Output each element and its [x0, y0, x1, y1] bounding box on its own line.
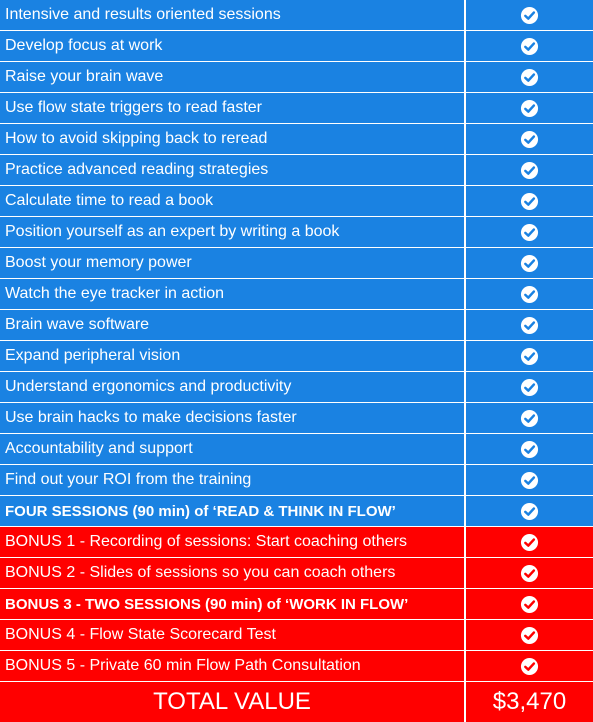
check-cell: [466, 186, 593, 216]
check-cell: [466, 0, 593, 30]
check-cell: [466, 372, 593, 402]
check-cell: [466, 93, 593, 123]
row-label: BONUS 2 - Slides of sessions so you can coach others: [0, 558, 466, 588]
table-row: [0, 620, 593, 651]
table-row: [0, 372, 593, 403]
check-cell: [466, 527, 593, 557]
check-circle-icon: [520, 595, 539, 614]
table-row: [0, 589, 593, 620]
table-row: [0, 93, 593, 124]
row-label: Accountability and support: [0, 434, 466, 464]
check-circle-icon: [520, 626, 539, 645]
table-row: [0, 124, 593, 155]
check-cell: [466, 558, 593, 588]
table-row: [0, 31, 593, 62]
check-cell: [466, 620, 593, 650]
check-cell: [466, 248, 593, 278]
check-cell: [466, 403, 593, 433]
table-row: [0, 155, 593, 186]
row-label: Use flow state triggers to read faster: [0, 93, 466, 123]
row-label: FOUR SESSIONS (90 min) of ‘READ & THINK IN FLOW’: [0, 496, 466, 526]
row-label: Watch the eye tracker in action: [0, 279, 466, 309]
table-row: [0, 310, 593, 341]
check-circle-icon: [520, 347, 539, 366]
table-row: [0, 651, 593, 682]
table-row: [0, 217, 593, 248]
check-circle-icon: [520, 223, 539, 242]
row-label: BONUS 3 - TWO SESSIONS (90 min) of ‘WORK IN FLOW’: [0, 589, 466, 619]
check-circle-icon: [520, 37, 539, 56]
check-circle-icon: [520, 130, 539, 149]
check-cell: [466, 31, 593, 61]
check-circle-icon: [520, 409, 539, 428]
table-row: [0, 279, 593, 310]
table-row: [0, 0, 593, 31]
table-row: [0, 62, 593, 93]
row-label: Boost your memory power: [0, 248, 466, 278]
row-label: Intensive and results oriented sessions: [0, 0, 466, 30]
row-label: Use brain hacks to make decisions faster: [0, 403, 466, 433]
check-cell: [466, 155, 593, 185]
check-circle-icon: [520, 533, 539, 552]
check-cell: [466, 434, 593, 464]
check-cell: [466, 496, 593, 526]
check-circle-icon: [520, 316, 539, 335]
table-row: [0, 248, 593, 279]
row-label: Position yourself as an expert by writing a book: [0, 217, 466, 247]
row-label: Expand peripheral vision: [0, 341, 466, 371]
row-label: Understand ergonomics and productivity: [0, 372, 466, 402]
check-circle-icon: [520, 657, 539, 676]
check-circle-icon: [520, 502, 539, 521]
row-label: BONUS 4 - Flow State Scorecard Test: [0, 620, 466, 650]
row-label: Raise your brain wave: [0, 62, 466, 92]
row-label: Brain wave software: [0, 310, 466, 340]
check-circle-icon: [520, 285, 539, 304]
row-label: Practice advanced reading strategies: [0, 155, 466, 185]
check-circle-icon: [520, 254, 539, 273]
table-row: [0, 465, 593, 496]
check-circle-icon: [520, 471, 539, 490]
total-value: $3,470: [492, 688, 567, 715]
row-label: BONUS 5 - Private 60 min Flow Path Consultation: [0, 651, 466, 681]
row-label: How to avoid skipping back to reread: [0, 124, 466, 154]
check-circle-icon: [520, 192, 539, 211]
table-row: [0, 403, 593, 434]
check-circle-icon: [520, 6, 539, 25]
row-label: BONUS 1 - Recording of sessions: Start coaching others: [0, 527, 466, 557]
check-circle-icon: [520, 99, 539, 118]
table-row: [0, 496, 593, 527]
row-label: Find out your ROI from the training: [0, 465, 466, 495]
check-circle-icon: [520, 564, 539, 583]
check-cell: [466, 589, 593, 619]
table-row: [0, 527, 593, 558]
check-cell: [466, 465, 593, 495]
check-cell: [466, 62, 593, 92]
check-cell: [466, 124, 593, 154]
row-label: Develop focus at work: [0, 31, 466, 61]
table-row: [0, 558, 593, 589]
table-row: [0, 341, 593, 372]
check-cell: [466, 279, 593, 309]
check-cell: [466, 651, 593, 681]
total-row: [0, 682, 593, 722]
check-circle-icon: [520, 378, 539, 397]
check-cell: [466, 341, 593, 371]
check-circle-icon: [520, 68, 539, 87]
table-row: [0, 434, 593, 465]
check-circle-icon: [520, 440, 539, 459]
total-label: TOTAL VALUE: [0, 682, 466, 722]
check-circle-icon: [520, 161, 539, 180]
check-cell: [466, 310, 593, 340]
row-label: Calculate time to read a book: [0, 186, 466, 216]
check-cell: [466, 217, 593, 247]
table-row: [0, 186, 593, 217]
